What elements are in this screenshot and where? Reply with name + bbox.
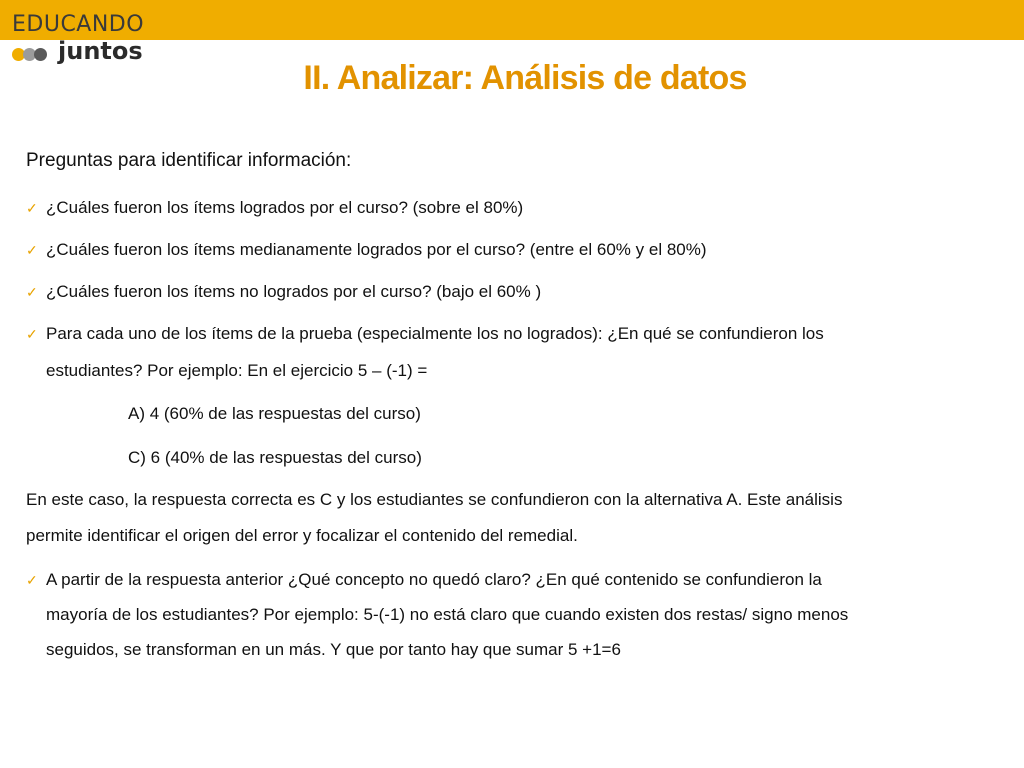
logo-bottom-word: juntos xyxy=(58,37,143,65)
bullet-item-continuation: mayoría de los estudiantes? Por ejemplo: 5-(-1) no está claro que cuando existen dos restas/ signo menos xyxy=(46,605,849,624)
bullet-item: ¿Cuáles fueron los ítems no logrados por el curso? (bajo el 60% ) xyxy=(46,282,542,301)
slide-title: II. Analizar: Análisis de datos xyxy=(303,59,747,97)
answer-option: A) 4 (60% de las respuestas del curso) xyxy=(128,404,421,423)
bullet-item-continuation: seguidos, se transforman en un más. Y que por tanto hay que sumar 5 +1=6 xyxy=(46,640,621,659)
top-bar xyxy=(0,0,1024,40)
paragraph-line: permite identificar el origen del error y focalizar el contenido del remedial. xyxy=(26,526,578,545)
checkmark-icon: ✓ xyxy=(26,326,38,342)
answer-option: C) 6 (40% de las respuestas del curso) xyxy=(128,448,422,467)
logo-top-word: EDUCANDO xyxy=(12,12,145,37)
intro-heading: Preguntas para identificar información: xyxy=(26,150,352,171)
checkmark-icon: ✓ xyxy=(26,284,38,300)
checkmark-icon: ✓ xyxy=(26,200,38,216)
checkmark-icon: ✓ xyxy=(26,572,38,588)
bullet-item: A partir de la respuesta anterior ¿Qué concepto no quedó claro? ¿En qué contenido se confundieron la xyxy=(46,570,822,589)
paragraph-line: En este caso, la respuesta correcta es C y los estudiantes se confundieron con la alternativa A. Este análisis xyxy=(26,490,843,509)
bullet-item: ¿Cuáles fueron los ítems medianamente logrados por el curso? (entre el 60% y el 80%) xyxy=(46,240,707,259)
bullet-item-continuation: estudiantes? Por ejemplo: En el ejercicio 5 – (-1) = xyxy=(46,361,428,380)
bullet-item: Para cada uno de los ítems de la prueba (especialmente los no logrados): ¿En qué se confundieron los xyxy=(46,324,824,343)
bullet-item: ¿Cuáles fueron los ítems logrados por el curso? (sobre el 80%) xyxy=(46,198,524,217)
checkmark-icon: ✓ xyxy=(26,242,38,258)
